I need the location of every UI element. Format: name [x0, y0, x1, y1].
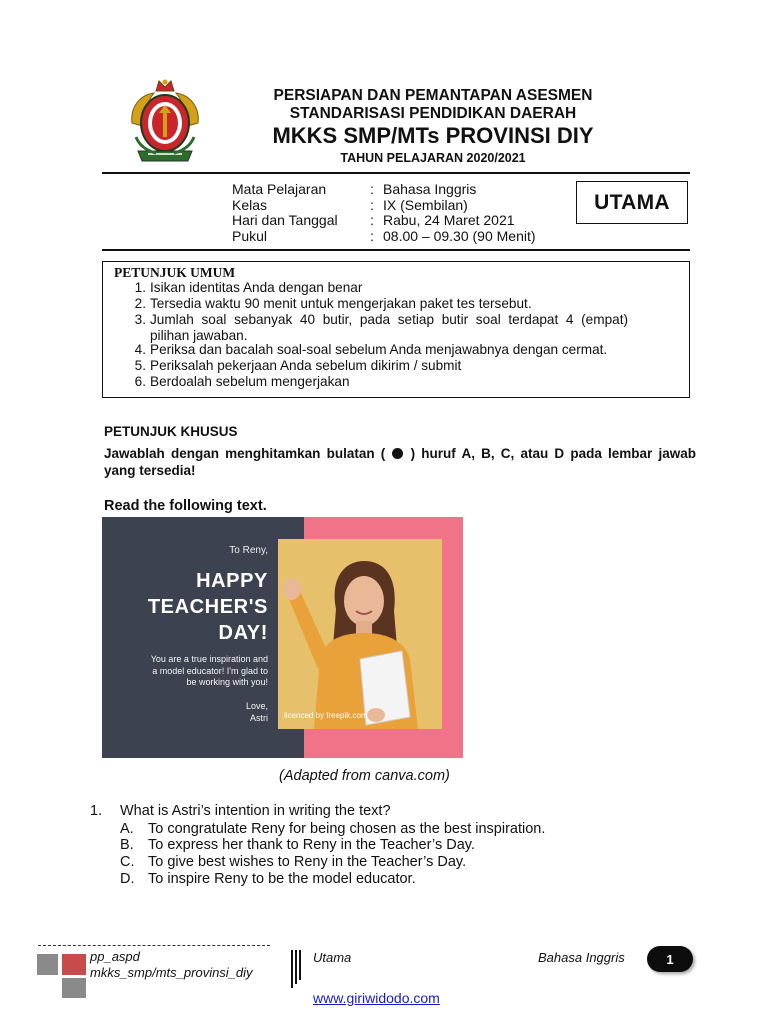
instruction-text-cont: yang tersedia! — [104, 462, 196, 478]
instruction-text: Jumlah soal sebanyak 40 butir, pada setiap butir soal terdapat 4 (empat) pilihan jawaban. — [150, 312, 628, 343]
emblem-logo — [126, 77, 204, 169]
info-value: 08.00 – 09.30 (90 Menit) — [383, 228, 536, 244]
footer-subject: Bahasa Inggris — [538, 950, 625, 965]
instruction-text: Periksalah pekerjaan Anda sebelum dikirim / submit — [150, 358, 462, 373]
footer-label: Utama — [313, 950, 352, 965]
card-to: To Reny, — [229, 545, 268, 556]
info-sep: : — [370, 197, 374, 213]
image-caption: (Adapted from canva.com) — [279, 768, 450, 784]
special-instructions-title: PETUNJUK KHUSUS — [104, 424, 238, 439]
footer-bar — [295, 950, 297, 984]
instruction-number: 1. — [134, 280, 146, 295]
divider-bottom — [102, 249, 690, 251]
option-letter: B. — [120, 837, 134, 853]
info-sep: : — [370, 212, 374, 228]
card-happy: HAPPY — [196, 570, 268, 592]
option-text: To inspire Reny to be the model educator. — [148, 871, 416, 887]
info-value: IX (Sembilan) — [383, 197, 468, 213]
general-instructions-title: PETUNJUK UMUM — [114, 265, 236, 280]
question-text: What is Astri’s intention in writing the text? — [120, 803, 391, 819]
option-letter: A. — [120, 821, 134, 837]
footer-dashed-line — [38, 945, 270, 946]
card-message — [151, 654, 268, 689]
instruction-text-start: Jawablah dengan menghitamkan bulatan ( — [104, 446, 386, 461]
option-text: To express her thank to Reny in the Teacher’s Day. — [148, 837, 475, 853]
read-prompt: Read the following text. — [104, 498, 267, 514]
header-title: MKKS SMP/MTs PROVINSI DIY — [272, 123, 594, 148]
info-value: Rabu, 24 Maret 2021 — [383, 212, 515, 228]
instruction-text-end: ) huruf A, B, C, atau D pada lembar jawab — [410, 446, 696, 461]
header-line-1: PERSIAPAN DAN PEMANTAPAN ASESMEN — [273, 87, 593, 104]
footer-code: pp_aspd — [90, 949, 140, 964]
card-licence: licenced by freepik.com — [284, 711, 368, 720]
teachers-day-card-image — [102, 517, 463, 758]
info-label: Hari dan Tanggal — [232, 212, 338, 228]
info-label: Mata Pelajaran — [232, 181, 327, 197]
option-letter: C. — [120, 854, 135, 870]
teacher-photo — [278, 539, 442, 729]
instruction-text: Isikan identitas Anda dengan benar — [150, 280, 363, 295]
header-line-2: STANDARISASI PENDIDIKAN DAERAH — [289, 105, 577, 122]
package-badge: UTAMA — [576, 181, 688, 224]
instruction-number: 4. — [134, 342, 146, 357]
divider-top — [102, 172, 690, 174]
instruction-text: Berdoalah sebelum mengerjakan — [150, 374, 350, 389]
card-dark-panel — [102, 517, 304, 758]
card-message-line: be working with you! — [186, 677, 268, 687]
question-number: 1. — [90, 803, 103, 819]
card-day: DAY! — [218, 622, 268, 644]
page-number-badge: 1 — [647, 946, 693, 972]
footer-square-decoration — [62, 954, 86, 975]
info-sep: : — [370, 181, 374, 197]
header-year: TAHUN PELAJARAN 2020/2021 — [340, 151, 526, 165]
card-message-line: You are a true inspiration and — [150, 654, 268, 664]
option-text: To congratulate Reny for being chosen as the best inspiration. — [148, 821, 546, 837]
footer-square-decoration — [37, 954, 58, 975]
footer-code: mkks_smp/mts_provinsi_diy — [90, 965, 253, 980]
card-message-line: a model educator! I'm glad to — [152, 665, 268, 676]
instruction-number: 5. — [134, 358, 146, 373]
footer-bar — [299, 950, 301, 980]
card-love: Love, — [245, 701, 268, 711]
website-link[interactable]: www.giriwidodo.com — [313, 990, 440, 1006]
special-instructions-text — [104, 446, 696, 479]
info-sep: : — [370, 228, 374, 244]
footer-square-decoration — [62, 978, 86, 998]
instruction-text: Periksa dan bacalah soal-soal sebelum Anda menjawabnya dengan cermat. — [150, 342, 608, 357]
option-letter: D. — [120, 871, 135, 887]
card-signature: Astri — [250, 713, 268, 723]
instruction-text: Tersedia waktu 90 menit untuk mengerjakan paket tes tersebut. — [150, 296, 532, 311]
card-teachers: TEACHER'S — [147, 596, 268, 618]
instruction-number: 3. — [134, 312, 146, 327]
info-label: Pukul — [232, 228, 268, 244]
instruction-number: 2. — [134, 296, 146, 311]
filled-circle-icon — [392, 448, 403, 459]
instruction-number: 6. — [134, 374, 146, 389]
footer-bar — [291, 950, 293, 988]
info-label: Kelas — [232, 197, 268, 213]
option-text: To give best wishes to Reny in the Teacher’s Day. — [148, 854, 467, 870]
card-signoff — [246, 700, 268, 724]
info-value: Bahasa Inggris — [383, 181, 477, 197]
